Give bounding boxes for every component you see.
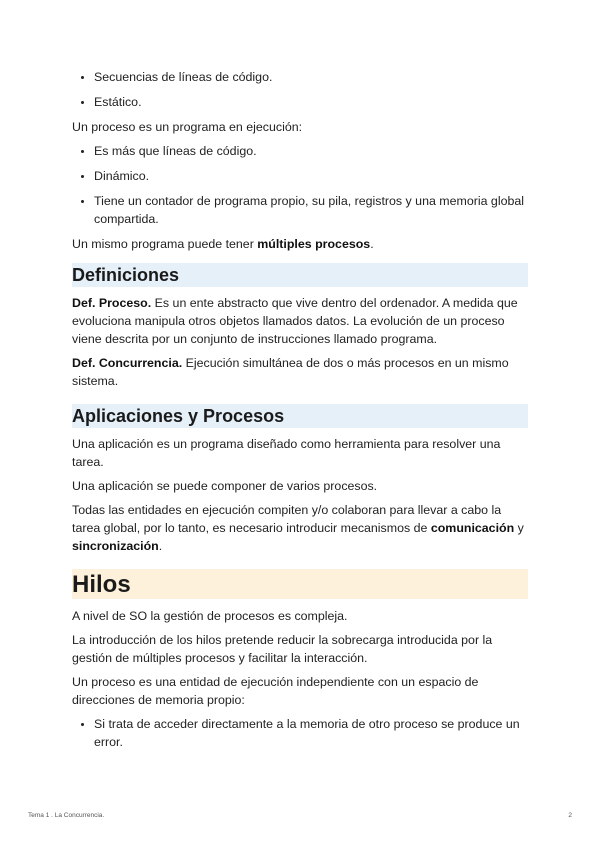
bold-text: múltiples procesos — [257, 237, 371, 251]
list-item: • Si trata de acceder directamente a la memoria de otro proceso se produce un error. — [94, 715, 528, 751]
paragraph-app2: Una aplicación se puede componer de varios procesos. — [72, 479, 378, 493]
definition-term: Def. Concurrencia. — [72, 356, 183, 370]
list-item: • Secuencias de líneas de código. — [94, 68, 528, 86]
text: Un mismo programa puede tener — [72, 237, 258, 251]
list-item: • Es más que líneas de código. — [94, 142, 528, 160]
page-number: 2 — [568, 812, 572, 819]
bullet-list-process — [72, 142, 528, 228]
text: y — [514, 521, 524, 535]
definition-text: Ejecución simultánea de dos o más procesos en un mismo sistema. — [72, 356, 509, 388]
definition-text: Es un ente abstracto que vive dentro del ordenador. A medida que evoluciona manipula otros objetos llamados datos. La evolución de un proceso viene descrita por un conjunto de instrucciones llamado programa. — [72, 296, 518, 346]
document-page — [72, 68, 528, 758]
paragraph-multiples — [72, 235, 528, 253]
paragraph-app3 — [72, 501, 528, 555]
text: . — [370, 237, 374, 251]
list-item: • Estático. — [94, 93, 528, 111]
bullet-list-memory — [72, 715, 528, 751]
list-item: • Dinámico. — [94, 167, 528, 185]
bullet-list-program — [72, 68, 528, 111]
definition-concurrencia — [72, 354, 528, 390]
heading-aplicaciones: Aplicaciones y Procesos — [72, 404, 528, 428]
footer-title: Tema 1 . La Concurrencia. — [28, 812, 105, 819]
heading-hilos: Hilos — [72, 569, 528, 599]
list-item: • Tiene un contador de programa propio, su pila, registros y una memoria global compartida. — [94, 192, 528, 228]
page-footer — [28, 812, 572, 819]
definition-proceso — [72, 294, 528, 348]
text: Todas las entidades en ejecución compiten y/o colaboran para llevar a cabo la tarea global, por lo tanto, es necesario introducir mecanismos de — [72, 503, 502, 535]
paragraph-hilos2: La introducción de los hilos pretende reducir la sobrecarga introducida por la gestión de múltiples procesos y facilitar la interacción. — [72, 633, 493, 665]
text: . — [158, 539, 163, 553]
paragraph-app1: Una aplicación es un programa diseñado como herramienta para resolver una tarea. — [72, 437, 501, 469]
bold-text: sincronización — [72, 539, 159, 553]
definition-term: Def. Proceso. — [72, 296, 152, 310]
paragraph-proceso: Un proceso es un programa en ejecución: — [72, 120, 303, 134]
paragraph-hilos3: Un proceso es una entidad de ejecución independiente con un espacio de direcciones de memoria propio: — [72, 675, 479, 707]
heading-definiciones: Definiciones — [72, 263, 528, 287]
bold-text: comunicación — [430, 521, 515, 535]
paragraph-hilos1: A nivel de SO la gestión de procesos es compleja. — [72, 609, 348, 623]
